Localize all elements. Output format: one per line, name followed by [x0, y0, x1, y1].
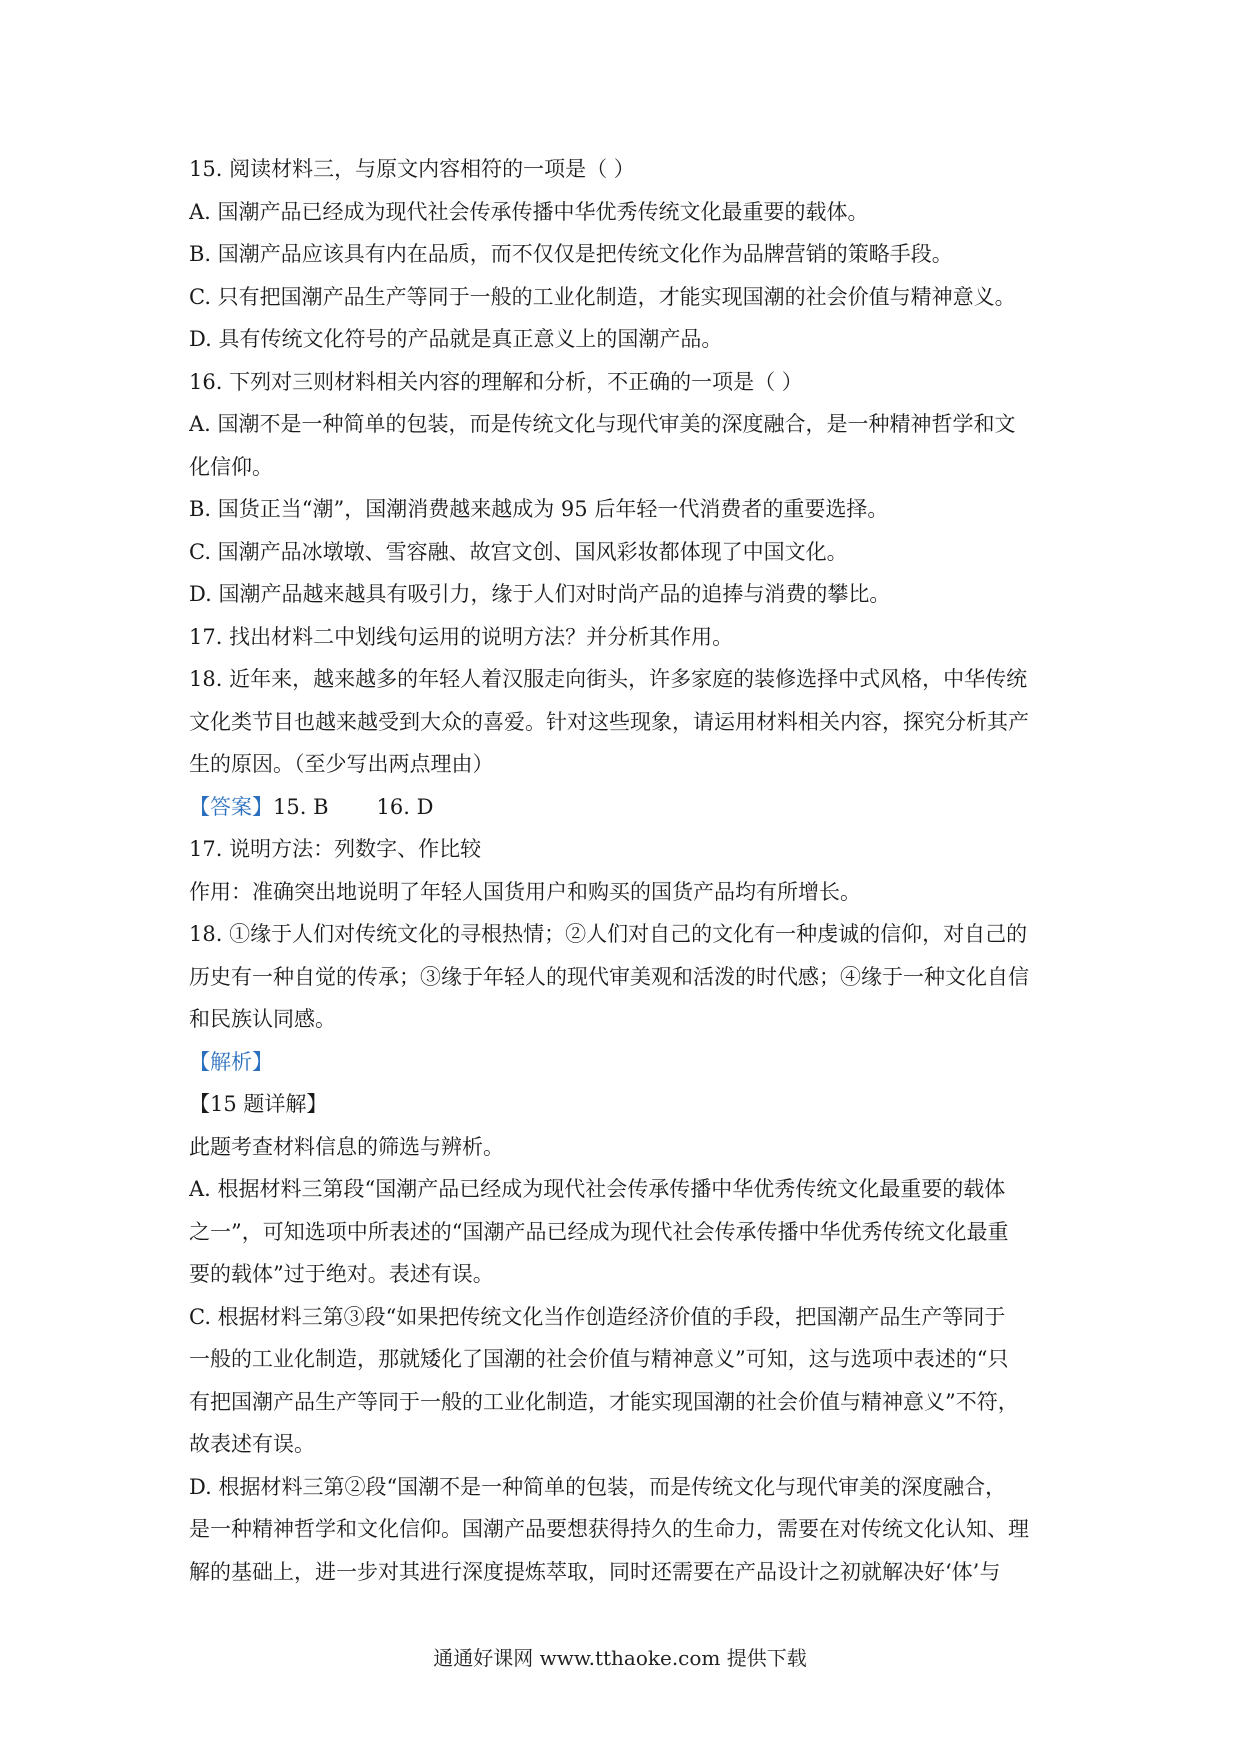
question-15-option-d: D. 具有传统文化符号的产品就是真正意义上的国潮产品。 — [189, 327, 723, 351]
question-16-option-a-line2: 化信仰。 — [189, 454, 273, 479]
answer-16: 16. D — [376, 794, 434, 819]
answer-tag: 【答案】 — [189, 794, 273, 819]
analysis-15-intro: 此题考查材料信息的筛选与辨析。 — [189, 1134, 504, 1159]
analysis-c-line3: 有把国潮产品生产等同于一般的工业化制造，才能实现国潮的社会价值与精神意义”不符， — [189, 1389, 1019, 1414]
question-18-line1: 18. 近年来，越来越多的年轻人着汉服走向街头，许多家庭的装修选择中式风格，中华传统 — [189, 667, 1028, 691]
question-15-stem: 15. 阅读材料三，与原文内容相符的一项是（ ） — [189, 157, 635, 181]
answer-18-line1: 18. ①缘于人们对传统文化的寻根热情；②人们对自己的文化有一种虔诚的信仰，对自己的 — [189, 922, 1028, 946]
question-15-option-c: C. 只有把国潮产品生产等同于一般的工业化制造，才能实现国潮的社会价值与精神意义。 — [189, 284, 1016, 309]
question-16-option-c: C. 国潮产品冰墩墩、雪容融、故宫文创、国风彩妆都体现了中国文化。 — [189, 539, 848, 564]
question-16-option-b: B. 国货正当“潮”，国潮消费越来越成为 95 后年轻一代消费者的重要选择。 — [189, 497, 889, 521]
page-content — [189, 148, 1059, 1593]
analysis-d-line3: 解的基础上，进一步对其进行深度提炼萃取，同时还需要在产品设计之初就解决好‘体’与 — [189, 1559, 1001, 1584]
answer-17-effect: 作用：准确突出地说明了年轻人国货用户和购买的国货产品均有所增长。 — [189, 879, 861, 904]
question-16-option-d: D. 国潮产品越来越具有吸引力，缘于人们对时尚产品的追捧与消费的攀比。 — [189, 582, 891, 606]
analysis-c-line1: C. 根据材料三第③段“如果把传统文化当作创造经济价值的手段，把国潮产品生产等同于 — [189, 1304, 1006, 1329]
question-15-option-b: B. 国潮产品应该具有内在品质，而不仅仅是把传统文化作为品牌营销的策略手段。 — [189, 242, 953, 266]
analysis-a-line3: 要的载体”过于绝对。表述有误。 — [189, 1262, 494, 1286]
analysis-c-line4: 故表述有误。 — [189, 1432, 315, 1456]
question-17-stem: 17. 找出材料二中划线句运用的说明方法？并分析其作用。 — [189, 624, 734, 649]
answer-15: 15. B — [273, 794, 329, 819]
analysis-a-line1: A. 根据材料三第段“国潮产品已经成为现代社会传承传播中华优秀传统文化最重要的载体 — [189, 1177, 1006, 1201]
analysis-c-line2: 一般的工业化制造，那就矮化了国潮的社会价值与精神意义”可知，这与选项中表述的“只 — [189, 1347, 1009, 1371]
question-16-stem: 16. 下列对三则材料相关内容的理解和分析，不正确的一项是（ ） — [189, 369, 803, 394]
answer-18-line2: 历史有一种自觉的传承；③缘于年轻人的现代审美观和活泼的时代感；④缘于一种文化自信 — [189, 964, 1029, 989]
question-18-line2: 文化类节目也越来越受到大众的喜爱。针对这些现象，请运用材料相关内容，探究分析其产 — [189, 709, 1029, 734]
analysis-tag: 【解析】 — [189, 1049, 273, 1074]
page-footer: 通通好课网 www.tthaoke.com 提供下载 — [433, 1646, 807, 1670]
answer-18-line3: 和民族认同感。 — [189, 1007, 336, 1031]
analysis-15-heading: 【15 题详解】 — [189, 1092, 328, 1116]
analysis-d-line2: 是一种精神哲学和文化信仰。国潮产品要想获得持久的生命力，需要在对传统文化认知、理 — [189, 1517, 1029, 1541]
analysis-a-line2: 之一”，可知选项中所表述的“国潮产品已经成为现代社会传承传播中华优秀传统文化最重 — [189, 1219, 1009, 1244]
answer-17-method: 17. 说明方法：列数字、作比较 — [189, 837, 482, 861]
answer-line — [189, 786, 1059, 829]
question-18-line3: 生的原因。（至少写出两点理由） — [189, 752, 494, 776]
analysis-d-line1: D. 根据材料三第②段“国潮不是一种简单的包装，而是传统文化与现代审美的深度融合， — [189, 1474, 1007, 1499]
question-16-option-a-line1: A. 国潮不是一种简单的包装，而是传统文化与现代审美的深度融合，是一种精神哲学和文 — [189, 412, 1016, 436]
question-15-option-a: A. 国潮产品已经成为现代社会传承传播中华优秀传统文化最重要的载体。 — [189, 199, 869, 224]
